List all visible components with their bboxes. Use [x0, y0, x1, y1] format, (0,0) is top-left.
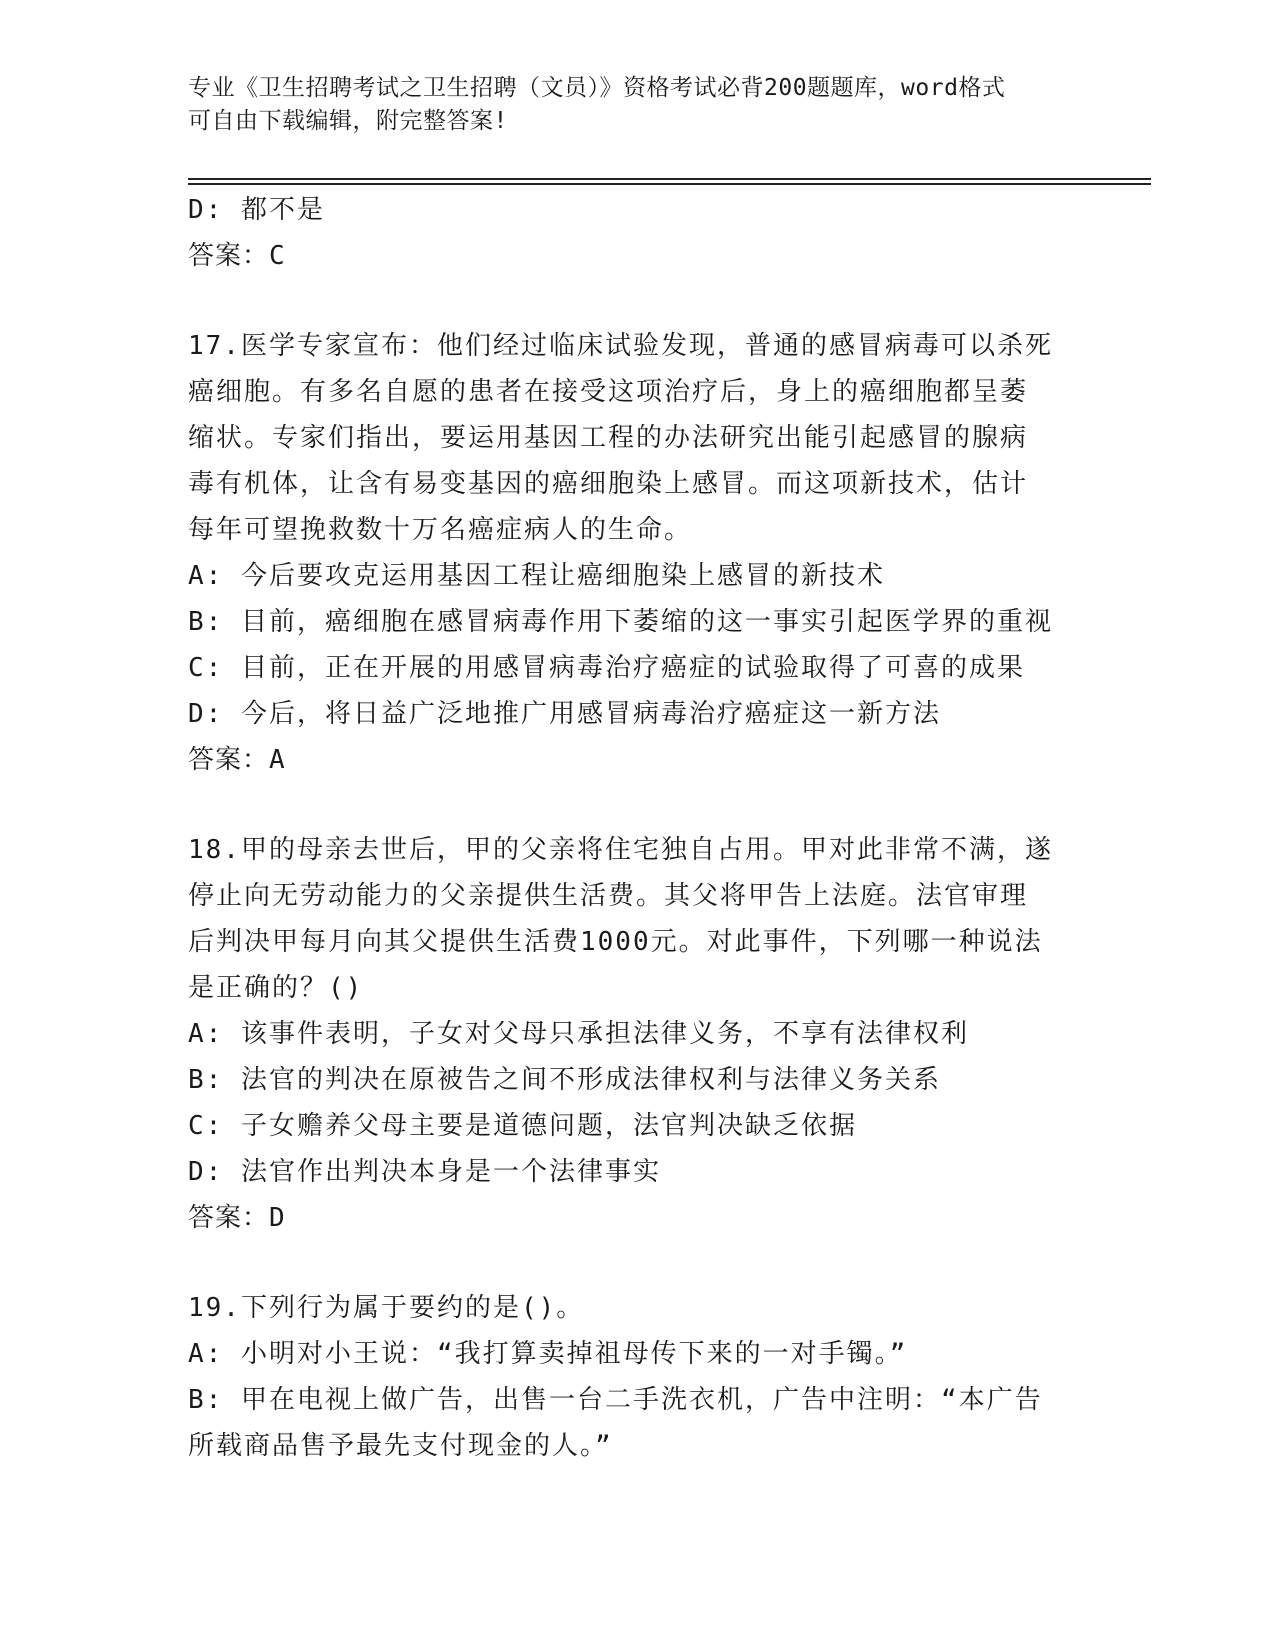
q19-option-b-line-1: B: 甲在电视上做广告，出售一台二手洗衣机，广告中注明：“本广告 — [188, 1385, 1043, 1415]
q17-option-a: A: 今后要攻克运用基因工程让癌细胞染上感冒的新技术 — [188, 561, 885, 591]
q17-option-d: D: 今后，将日益广泛地推广用感冒病毒治疗癌症这一新方法 — [188, 699, 941, 729]
header-divider-top — [188, 178, 1151, 180]
q17-stem-line-5: 每年可望挽救数十万名癌症病人的生命。 — [188, 515, 693, 545]
q19-option-a: A: 小明对小王说：“我打算卖掉祖母传下来的一对手镯。” — [188, 1339, 908, 1369]
q17-answer: 答案：A — [188, 745, 286, 775]
q18-stem-line-2: 停止向无劳动能力的父亲提供生活费。其父将甲告上法庭。法官审理 — [188, 881, 1029, 911]
q18-option-c: C: 子女赡养父母主要是道德问题，法官判决缺乏依据 — [188, 1111, 857, 1141]
previous-question-tail — [188, 187, 1068, 279]
q18-option-b: B: 法官的判决在原被告之间不形成法律权利与法律义务关系 — [188, 1065, 941, 1095]
spacer — [188, 783, 1068, 827]
q18-stem-line-1: 18.甲的母亲去世后，甲的父亲将住宅独自占用。甲对此非常不满，遂 — [188, 835, 1053, 865]
q18-option-d: D: 法官作出判决本身是一个法律事实 — [188, 1157, 661, 1187]
q19-stem-line-1: 19.下列行为属于要约的是()。 — [188, 1293, 585, 1323]
prev-option-d: D: 都不是 — [188, 195, 325, 225]
q18-answer: 答案：D — [188, 1203, 286, 1233]
q17-stem-line-2: 癌细胞。有多名自愿的患者在接受这项治疗后，身上的癌细胞都呈萎 — [188, 377, 1029, 407]
document-header — [188, 72, 1088, 138]
q18-stem-line-4: 是正确的？() — [188, 973, 364, 1003]
document-body — [188, 187, 1068, 1469]
q17-option-b: B: 目前，癌细胞在感冒病毒作用下萎缩的这一事实引起医学界的重视 — [188, 607, 1053, 637]
prev-answer: 答案：C — [188, 241, 286, 271]
header-title-line-1: 专业《卫生招聘考试之卫生招聘（文员）》资格考试必背200题题库，word格式 — [188, 75, 1006, 101]
question-17 — [188, 323, 1068, 783]
q17-option-c: C: 目前，正在开展的用感冒病毒治疗癌症的试验取得了可喜的成果 — [188, 653, 1025, 683]
question-18 — [188, 827, 1068, 1241]
q18-option-a: A: 该事件表明，子女对父母只承担法律义务，不享有法律权利 — [188, 1019, 969, 1049]
header-divider-bottom — [188, 183, 1151, 185]
q17-stem-line-4: 毒有机体，让含有易变基因的癌细胞染上感冒。而这项新技术，估计 — [188, 469, 1029, 499]
q18-stem-line-3: 后判决甲每月向其父提供生活费1000元。对此事件，下列哪一种说法 — [188, 927, 1043, 957]
spacer — [188, 279, 1068, 323]
spacer — [188, 1241, 1068, 1285]
question-19 — [188, 1285, 1068, 1469]
header-title-line-2: 可自由下载编辑，附完整答案! — [188, 108, 508, 134]
q19-option-b-line-2: 所载商品售予最先支付现金的人。” — [188, 1431, 613, 1461]
q17-stem-line-1: 17.医学专家宣布：他们经过临床试验发现，普通的感冒病毒可以杀死 — [188, 331, 1053, 361]
q17-stem-line-3: 缩状。专家们指出，要运用基因工程的办法研究出能引起感冒的腺病 — [188, 423, 1029, 453]
